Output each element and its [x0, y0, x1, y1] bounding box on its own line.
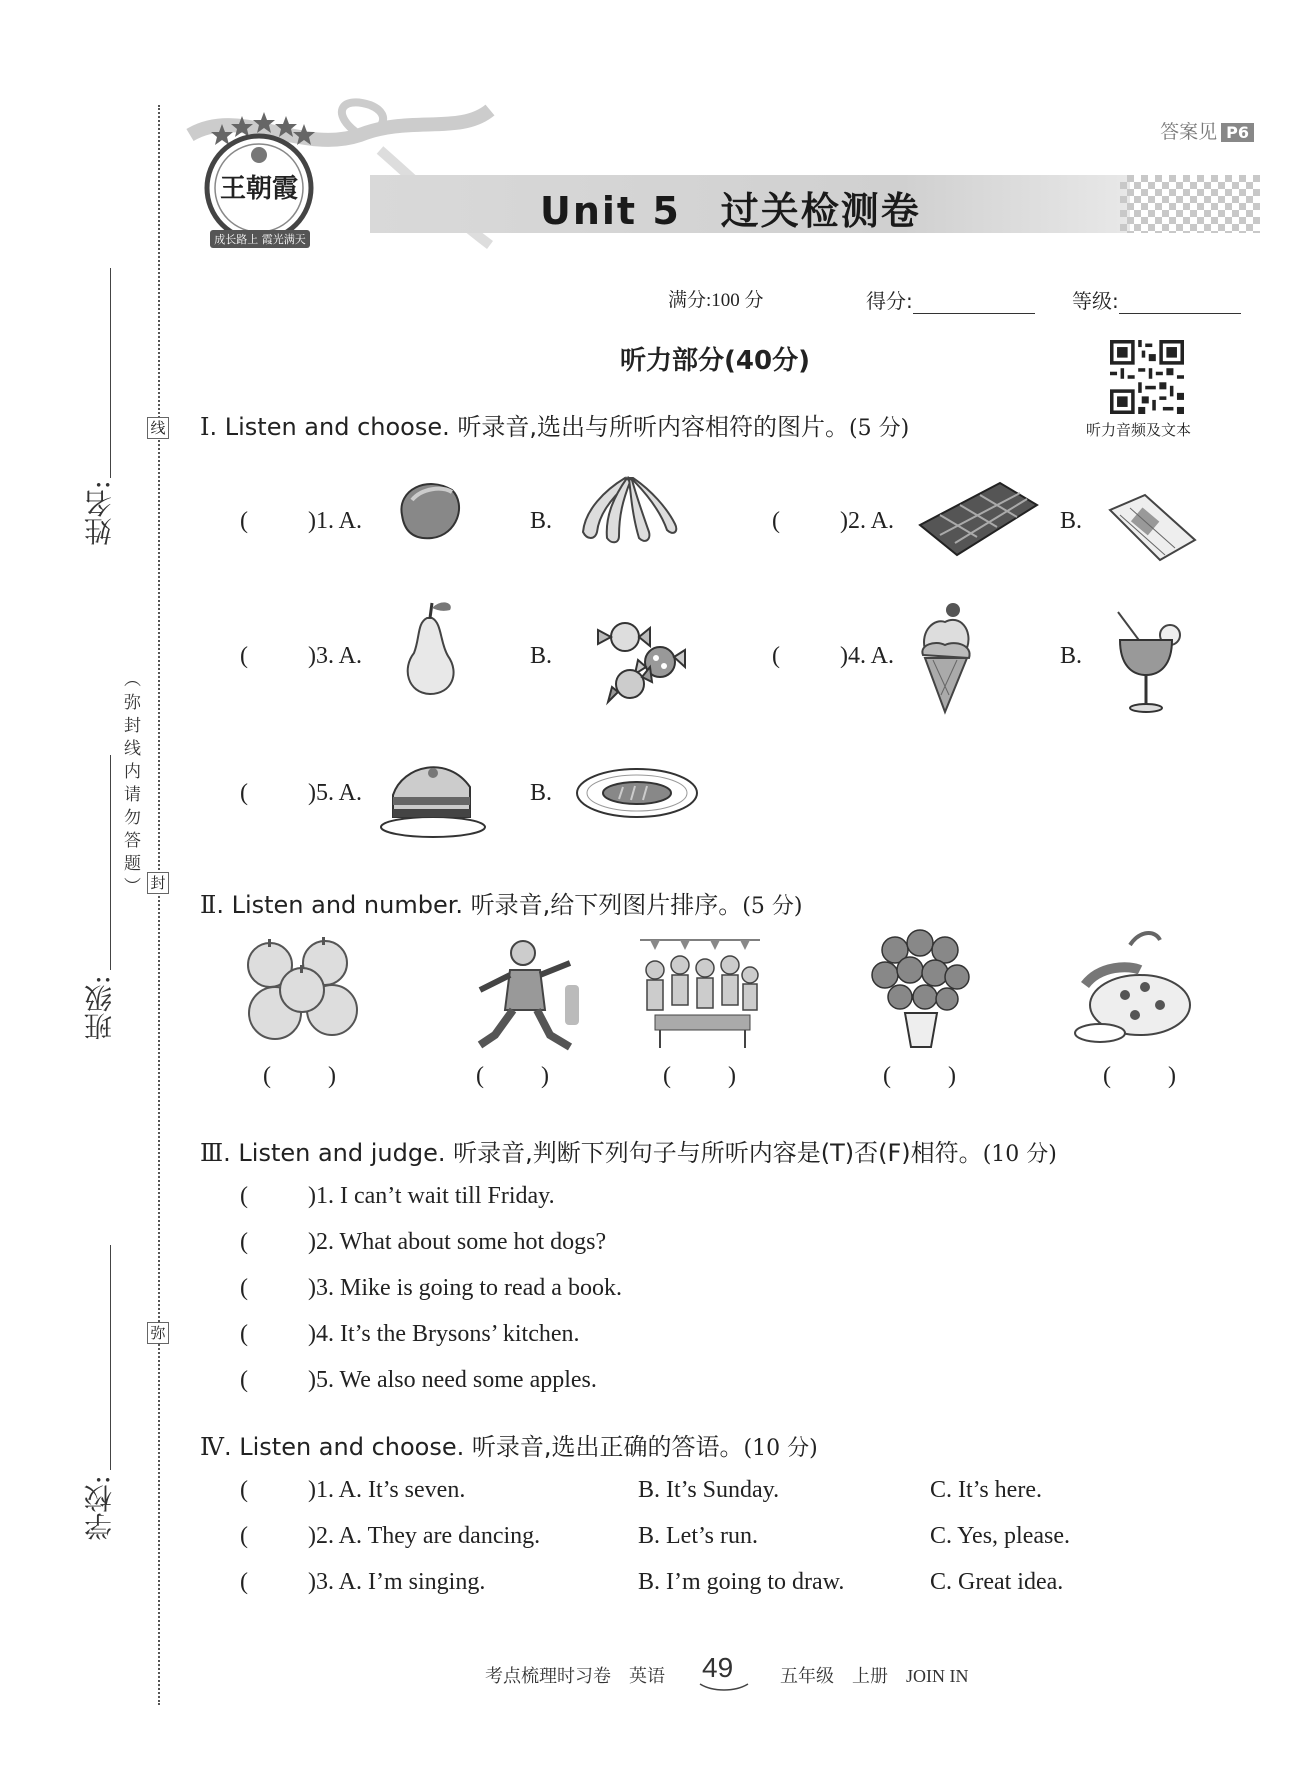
answer-paren[interactable]: ( — [240, 1321, 248, 1347]
answer-ref-page: P6 — [1221, 123, 1254, 142]
s3-item-4: )4. It’s the Brysons’ kitchen. — [308, 1321, 580, 1347]
page-number: 49 — [702, 1652, 734, 1683]
answer-paren-close: ) — [948, 1063, 956, 1089]
grade-blank[interactable] — [1119, 289, 1241, 314]
section-2-cn: 听录音,给下列图片排序。 — [463, 891, 743, 919]
s1-q4-label: )4. A. — [840, 643, 894, 669]
answer-paren-close: ) — [328, 1063, 336, 1089]
s1-q3-b: B. — [530, 643, 553, 669]
oranges-icon[interactable] — [240, 935, 365, 1045]
section-1-heading — [200, 407, 909, 442]
s4-q1-c: C. It’s here. — [930, 1477, 1042, 1503]
section-3-heading — [200, 1133, 1057, 1168]
cake-icon[interactable] — [378, 755, 488, 840]
logo-wordmark: 王朝霞 — [219, 174, 299, 204]
footer-left: 考点梳理时习卷 英语 — [485, 1666, 665, 1686]
margin-box-xian: 线 — [147, 417, 169, 439]
bananas-icon[interactable] — [575, 470, 685, 550]
grade-label: 等级: — [1072, 289, 1119, 313]
s1-q5-label: )5. A. — [308, 780, 362, 806]
s1-q3-label: )3. A. — [308, 643, 362, 669]
qr-caption: 听力音频及文本 — [1086, 423, 1192, 439]
answer-ref-label: 答案见 — [1160, 121, 1218, 143]
answer-paren[interactable]: ( — [883, 1063, 891, 1089]
answer-paren[interactable]: ( — [1103, 1063, 1111, 1089]
answer-paren[interactable]: ( — [476, 1063, 484, 1089]
section-4-cn: 听录音,选出正确的答语。 — [464, 1433, 744, 1461]
section-1-points: (5 分) — [849, 416, 910, 441]
wangzhaoxia-logo — [192, 110, 327, 260]
section-3-points: (10 分) — [982, 1142, 1057, 1167]
footer-right: 五年级 上册 JOIN IN — [780, 1666, 969, 1686]
answer-paren[interactable]: ( — [240, 1367, 248, 1393]
answer-paren[interactable]: ( — [772, 508, 780, 534]
s4-q3-a: )3. A. I’m singing. — [308, 1569, 486, 1595]
name-line[interactable] — [110, 268, 111, 478]
school-line[interactable] — [110, 1245, 111, 1470]
s4-q2-c: C. Yes, please. — [930, 1523, 1071, 1549]
section-3-cn: 听录音,判断下列句子与所听内容是(T)否(F)相符。 — [445, 1139, 983, 1167]
s3-item-2: )2. What about some hot dogs? — [308, 1229, 607, 1255]
s4-q3-b: B. I’m going to draw. — [638, 1569, 845, 1595]
answer-paren-close: ) — [728, 1063, 736, 1089]
answer-paren[interactable]: ( — [240, 1569, 248, 1595]
section-2-points: (5 分) — [742, 894, 803, 919]
s1-q5-b: B. — [530, 780, 553, 806]
page-title: Unit 5 过关检测卷 — [540, 189, 921, 233]
answer-paren[interactable]: ( — [240, 1229, 248, 1255]
answer-reference — [1160, 117, 1254, 144]
listening-section-title: 听力部分(40分) — [620, 346, 810, 376]
section-4-en: . Listen and choose. — [223, 1433, 465, 1461]
score-label: 得分: — [866, 289, 913, 313]
answer-paren[interactable]: ( — [663, 1063, 671, 1089]
s4-q1-a: )1. A. It’s seven. — [308, 1477, 466, 1503]
chocolate-wrapped-icon[interactable] — [1105, 490, 1200, 565]
candies-icon[interactable] — [590, 612, 690, 707]
s3-item-5: )5. We also need some apples. — [308, 1367, 597, 1393]
answer-paren[interactable]: ( — [240, 508, 248, 534]
section-1-num: Ⅰ — [200, 415, 210, 441]
school-label: 学校: — [83, 1475, 116, 1541]
grade-field[interactable] — [1072, 285, 1241, 314]
section-1-en: . Listen and choose. — [209, 413, 450, 441]
bread-icon[interactable] — [575, 765, 700, 820]
answer-paren[interactable]: ( — [772, 643, 780, 669]
s1-q1-b: B. — [530, 508, 553, 534]
name-label: 姓名: — [83, 480, 116, 546]
s1-q1-label: )1. A. — [308, 508, 362, 534]
section-4-num: Ⅳ — [200, 1435, 224, 1461]
score-blank[interactable] — [913, 289, 1035, 314]
section-1-cn: 听录音,选出与所听内容相符的图片。 — [449, 413, 850, 441]
section-2-en: . Listen and number. — [216, 891, 464, 919]
answer-paren[interactable]: ( — [240, 1477, 248, 1503]
s4-q1-b: B. It’s Sunday. — [638, 1477, 780, 1503]
food-plates-icon[interactable] — [1070, 925, 1195, 1050]
binding-dotted-line — [158, 105, 160, 1705]
ice-cream-icon[interactable] — [915, 600, 975, 715]
s1-q2-label: )2. A. — [840, 508, 894, 534]
pear-icon[interactable] — [392, 598, 467, 698]
answer-paren[interactable]: ( — [240, 1523, 248, 1549]
s4-q2-b: B. Let’s run. — [638, 1523, 758, 1549]
s3-item-1: )1. I can’t wait till Friday. — [308, 1183, 555, 1209]
answer-paren[interactable]: ( — [263, 1063, 271, 1089]
s1-q2-b: B. — [1060, 508, 1083, 534]
class-line[interactable] — [110, 755, 111, 970]
s1-q4-b: B. — [1060, 643, 1083, 669]
section-4-heading — [200, 1427, 818, 1462]
title-checker-decoration — [1120, 175, 1260, 233]
margin-box-mi: 弥 — [147, 1322, 169, 1344]
dancing-man-icon[interactable] — [465, 935, 585, 1060]
section-2-heading — [200, 885, 802, 920]
answer-paren[interactable]: ( — [240, 780, 248, 806]
score-field[interactable] — [866, 285, 1035, 314]
answer-paren-close: ) — [1168, 1063, 1176, 1089]
section-3-en: . Listen and judge. — [223, 1139, 446, 1167]
s3-item-3: )3. Mike is going to read a book. — [308, 1275, 622, 1301]
section-3-num: Ⅲ — [200, 1141, 224, 1167]
flowers-bouquet-icon[interactable] — [865, 925, 975, 1050]
section-4-points: (10 分) — [743, 1436, 818, 1461]
logo-motto: 成长路上 霞光满天 — [214, 233, 306, 246]
section-2-num: Ⅱ — [200, 893, 217, 919]
class-label: 班级: — [83, 975, 116, 1041]
qr-code-icon[interactable] — [1110, 340, 1184, 414]
margin-box-feng: 封 — [147, 872, 169, 894]
seal-note: （弥封线内请勿答题） — [120, 670, 140, 900]
mango-icon[interactable] — [392, 470, 467, 545]
full-score: 满分:100 分 — [668, 290, 764, 311]
answer-paren-close: ) — [541, 1063, 549, 1089]
s4-q2-a: )2. A. They are dancing. — [308, 1523, 541, 1549]
s4-q3-c: C. Great idea. — [930, 1569, 1064, 1595]
page-number-underline — [698, 1682, 750, 1692]
party-people-icon[interactable] — [635, 930, 765, 1050]
answer-paren[interactable]: ( — [240, 643, 248, 669]
answer-paren[interactable]: ( — [240, 1183, 248, 1209]
chocolate-bar-icon[interactable] — [915, 475, 1040, 560]
answer-paren[interactable]: ( — [240, 1275, 248, 1301]
juice-drink-icon[interactable] — [1110, 610, 1185, 715]
